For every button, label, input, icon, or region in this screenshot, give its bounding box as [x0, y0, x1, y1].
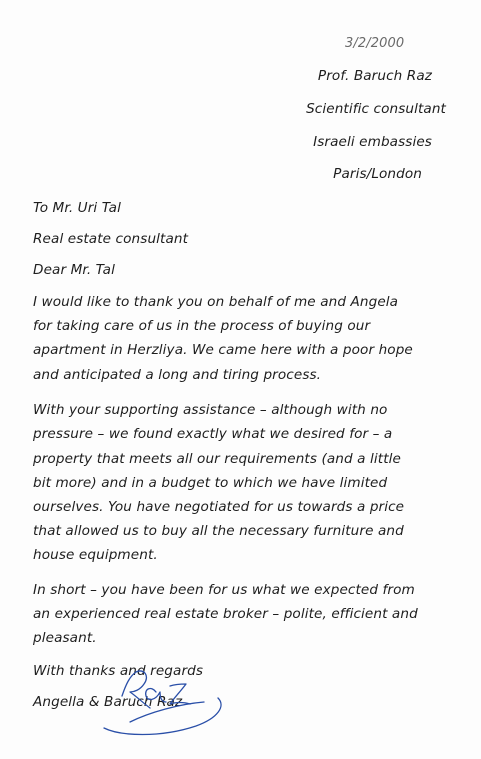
recipient-role: Real estate consultant [33, 231, 189, 247]
paragraph-line: house equipment. [33, 547, 158, 563]
paragraph-line: In short – you have been for us what we expected from [33, 582, 415, 598]
paragraph-line: for taking care of us in the process of buying our [33, 318, 371, 334]
paragraph-line: and anticipated a long and tiring process. [33, 367, 322, 383]
paragraph-line: an experienced real estate broker – polite, efficient and [33, 606, 418, 622]
sender-organization: Israeli embassies [313, 134, 432, 150]
paragraph-line: that allowed us to buy all the necessary furniture and [33, 523, 404, 539]
letter-date: 3/2/2000 [345, 36, 405, 51]
closing-line: With thanks and regards [33, 663, 204, 679]
recipient-line: To Mr. Uri Tal [33, 200, 121, 216]
paragraph-line: property that meets all our requirements (and a little [33, 451, 401, 467]
paragraph-line: bit more) and in a budget to which we have limited [33, 475, 388, 491]
salutation: Dear Mr. Tal [33, 262, 115, 278]
paragraph-line: apartment in Herzliya. We came here with a poor hope [33, 342, 413, 358]
sender-location: Paris/London [333, 166, 422, 182]
handwritten-signature [100, 662, 230, 742]
signatories-line: Angella & Baruch Raz [33, 694, 183, 710]
sender-name: Prof. Baruch Raz [317, 68, 432, 84]
paragraph-line: ourselves. You have negotiated for us towards a price [33, 499, 405, 515]
paragraph-line: With your supporting assistance – although with no [33, 402, 388, 418]
paragraph-line: I would like to thank you on behalf of me and Angela [33, 294, 399, 310]
paragraph-line: pressure – we found exactly what we desired for – a [33, 426, 393, 442]
sender-title: Scientific consultant [306, 101, 446, 117]
paragraph-line: pleasant. [33, 630, 97, 646]
